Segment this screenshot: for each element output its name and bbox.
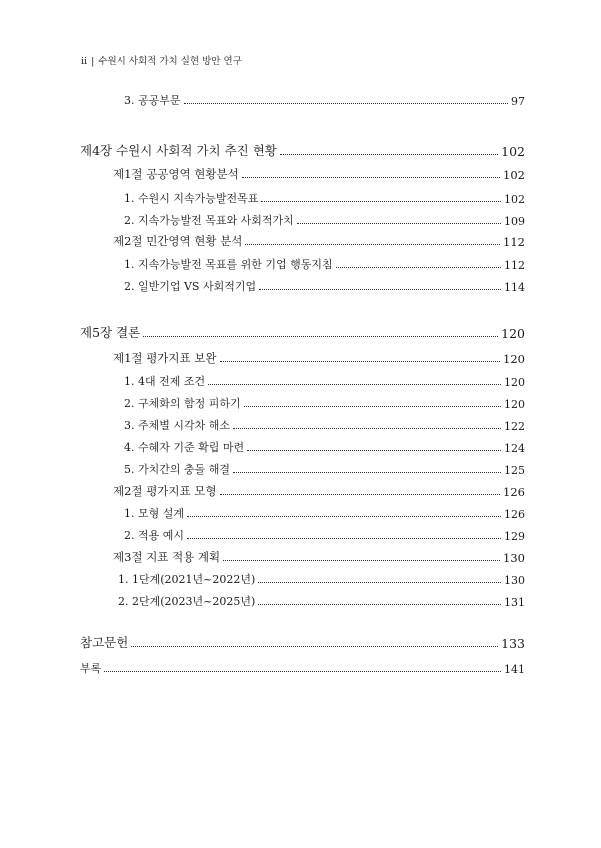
toc-leader-dots <box>187 516 501 517</box>
toc-leader-dots <box>259 289 501 290</box>
toc-leader-dots <box>233 428 501 429</box>
toc-leader-dots <box>208 384 501 385</box>
toc-entry[interactable] <box>124 461 525 477</box>
toc-entry-page: 109 <box>504 215 525 228</box>
toc-leader-dots <box>297 223 501 224</box>
toc-entry[interactable] <box>124 505 525 521</box>
toc-entry[interactable] <box>124 527 525 543</box>
toc-leader-dots <box>233 472 501 473</box>
toc-entry-page: 122 <box>504 420 525 433</box>
toc-leader-dots <box>336 267 501 268</box>
toc-entry-label: 참고문헌 <box>80 635 129 650</box>
toc-entry-label: 3. 주체별 시각차 해소 <box>124 419 230 432</box>
toc-entry-label: 3. 공공부문 <box>124 94 181 107</box>
toc-leader-dots <box>258 582 501 583</box>
toc-leader-dots <box>220 494 501 495</box>
toc-entry-page: 130 <box>504 574 525 587</box>
toc-leader-dots <box>261 201 501 202</box>
toc-entry[interactable] <box>80 143 525 159</box>
toc-entry[interactable] <box>118 571 525 587</box>
toc-entry-label: 5. 가치간의 충돌 해결 <box>124 463 230 476</box>
toc-leader-dots <box>247 450 501 451</box>
toc-entry[interactable] <box>118 593 525 609</box>
toc-entry-page: 102 <box>503 168 525 182</box>
toc-leader-dots <box>280 154 498 155</box>
toc-entry[interactable] <box>124 417 525 433</box>
toc-entry[interactable] <box>113 350 525 366</box>
header-page-number: ii <box>81 56 88 67</box>
toc-entry-page: 120 <box>501 326 525 341</box>
toc-leader-dots <box>187 538 501 539</box>
toc-entry-label: 제2절 민간영역 현황 분석 <box>113 234 243 248</box>
toc-leader-dots <box>244 406 501 407</box>
header-title: 수원시 사회적 가치 실현 방안 연구 <box>98 56 242 67</box>
toc-entry-label: 제4장 수원시 사회적 가치 추진 현황 <box>80 143 277 158</box>
toc-leader-dots <box>184 103 509 104</box>
toc-entry-label: 4. 수혜자 기준 확립 마련 <box>124 441 245 454</box>
toc-entry-page: 102 <box>501 144 525 159</box>
toc-entry-page: 130 <box>503 551 525 565</box>
toc-entry[interactable] <box>80 635 525 651</box>
toc-entry-page: 102 <box>504 193 525 206</box>
toc-leader-dots <box>143 336 498 337</box>
toc-entry-label: 제2절 평가지표 모형 <box>113 484 217 498</box>
toc-entry-label: 1. 1단계(2021년~2022년) <box>118 573 256 586</box>
running-header <box>81 53 242 67</box>
toc-entry-label: 1. 모형 설계 <box>124 507 184 520</box>
toc-entry[interactable] <box>124 373 525 389</box>
toc-entry-label: 1. 수원시 지속가능발전목표 <box>124 192 259 205</box>
toc-entry-label: 제3절 지표 적용 계획 <box>113 550 221 564</box>
toc-leader-dots <box>258 604 501 605</box>
toc-leader-dots <box>220 361 501 362</box>
toc-entry-page: 126 <box>504 508 525 521</box>
toc-entry[interactable] <box>124 256 525 272</box>
toc-entry-label: 제5장 결론 <box>80 325 141 340</box>
toc-entry[interactable] <box>124 190 525 206</box>
toc-entry-label: 2. 지속가능발전 목표와 사회적가치 <box>124 214 294 227</box>
toc-entry-page: 112 <box>504 259 525 272</box>
toc-entry-page: 114 <box>504 281 525 294</box>
toc-entry[interactable] <box>80 660 525 676</box>
toc-entry-page: 126 <box>503 485 525 499</box>
toc-entry-page: 97 <box>511 95 525 108</box>
toc-entry[interactable] <box>113 483 525 499</box>
toc-entry-label: 제1절 평가지표 보완 <box>113 351 217 365</box>
toc-entry-page: 112 <box>503 235 525 249</box>
toc-entry-label: 2. 일반기업 VS 사회적기업 <box>124 280 257 293</box>
toc-leader-dots <box>104 671 501 672</box>
toc-leader-dots <box>245 244 500 245</box>
toc-entry-label: 2. 2단계(2023년~2025년) <box>118 595 256 608</box>
toc-entry-label: 2. 적용 예시 <box>124 529 184 542</box>
toc-entry[interactable] <box>124 278 525 294</box>
toc-entry-page: 131 <box>504 596 525 609</box>
toc-entry[interactable] <box>113 549 525 565</box>
header-separator: | <box>91 56 95 67</box>
toc-entry[interactable] <box>124 395 525 411</box>
toc-entry-page: 133 <box>501 636 525 651</box>
toc-leader-dots <box>242 177 500 178</box>
toc-entry-page: 120 <box>504 376 525 389</box>
toc-entry[interactable] <box>113 233 525 249</box>
toc-leader-dots <box>223 560 500 561</box>
toc-entry-label: 1. 4대 전제 조건 <box>124 375 206 388</box>
toc-entry-page: 125 <box>504 464 525 477</box>
toc-entry-page: 129 <box>504 530 525 543</box>
toc-entry-label: 2. 구체화의 함정 피하기 <box>124 397 241 410</box>
toc-entry-page: 141 <box>504 663 525 676</box>
toc-entry-page: 120 <box>503 352 525 366</box>
toc-entry[interactable] <box>124 92 525 108</box>
toc-entry[interactable] <box>113 166 525 182</box>
toc-entry-page: 120 <box>504 398 525 411</box>
toc-entry[interactable] <box>80 325 525 341</box>
toc-entry-label: 제1절 공공영역 현황분석 <box>113 167 239 181</box>
toc-leader-dots <box>131 646 498 647</box>
toc-entry-page: 124 <box>504 442 525 455</box>
toc-entry-label: 1. 지속가능발전 목표를 위한 기업 행동지침 <box>124 258 333 271</box>
toc-entry-label: 부록 <box>80 662 102 675</box>
toc-entry[interactable] <box>124 439 525 455</box>
toc-entry[interactable] <box>124 212 525 228</box>
